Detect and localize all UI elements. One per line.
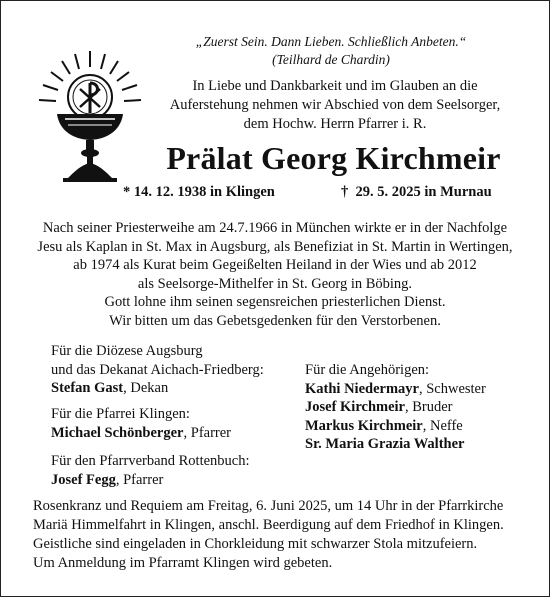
relative-name: Kathi Niedermayr — [305, 380, 419, 397]
relative-name: Markus Kirchmeir — [305, 417, 423, 434]
mourner-group-label: Für den Pfarrverband Rottenbuch: — [51, 453, 250, 469]
relative-role: , Neffe — [422, 417, 463, 434]
mourner-role: , Pfarrer — [183, 424, 232, 441]
quote-author: (Teilhard de Chardin) — [272, 52, 390, 67]
mourner-role: , Pfarrer — [115, 471, 164, 488]
relative-name: Josef Kirchmeir — [305, 399, 405, 415]
mourner-group-label: Für die Pfarrei Klingen: — [51, 406, 190, 422]
mourner-name: Stefan Gast — [51, 380, 124, 396]
bio-line: Nach seiner Priesterweihe am 24.7.1966 in München wirkte er in der Nachfolge — [42, 220, 508, 236]
footer-line: Geistliche sind eingeladen in Chorkleidung mit schwarzer Stola mitzufeiern. — [33, 536, 478, 552]
intro-text — [151, 77, 519, 134]
intro-line: dem Hochw. Herrn Pfarrer i. R. — [243, 116, 427, 132]
death-date-text: 29. 5. 2025 in Murnau — [355, 184, 492, 200]
biography — [19, 219, 531, 330]
footer-line: Rosenkranz und Requiem am Freitag, 6. Juni 2025, um 14 Uhr in der Pfarrkirche — [33, 498, 504, 514]
bio-line: Wir bitten um das Gebetsgedenken für den Verstorbenen. — [109, 312, 441, 329]
birth-date: * 14. 12. 1938 in Klingen — [123, 184, 275, 200]
footer-line: Um Anmeldung im Pfarramt Klingen wird gebeten. — [33, 555, 333, 571]
mourner-parish — [51, 405, 231, 442]
intro-line: In Liebe und Dankbarkeit und im Glauben an die — [192, 78, 478, 94]
quote-text: „Zuerst Sein. Dann Lieben. Schließlich Anbeten.“ — [195, 34, 467, 49]
bio-line: ab 1974 als Kurat beim Gegeißelten Heiland in der Wies und ab 2012 — [73, 257, 477, 273]
quote — [161, 33, 501, 69]
bio-line: Jesu als Kaplan in St. Max in Augsburg, als Benefiziat in St. Martin in Wertingen, — [37, 238, 513, 255]
deceased-name: Prälat Georg Kirchmeir — [166, 140, 501, 176]
mourner-group-label: Für die Angehörigen: — [305, 362, 430, 378]
mourner-group-label: Für die Diözese Augsburg — [51, 343, 203, 359]
relative-role: , Schwester — [418, 380, 486, 397]
relative-name: Sr. Maria Grazia Walther — [305, 436, 465, 452]
mourner-parish-association — [51, 452, 250, 489]
bio-line: als Seelsorge-Mithelfer in St. Georg in Böbing. — [137, 275, 413, 292]
mourner-relatives — [305, 361, 486, 454]
footer-line: Mariä Himmelfahrt in Klingen, anschl. Beerdigung auf dem Friedhof in Klingen. — [33, 517, 504, 533]
relative-role: , Bruder — [405, 399, 453, 415]
mourner-diocese — [51, 342, 264, 398]
death-date — [341, 184, 492, 201]
mourner-name: Michael Schönberger — [51, 424, 184, 441]
bio-line: Gott lohne ihm seinen segensreichen priesterlichen Dienst. — [104, 294, 446, 310]
funeral-details — [33, 497, 504, 573]
intro-line: Auferstehung nehmen wir Abschied von dem Seelsorger, — [169, 97, 501, 113]
cross-icon: † — [341, 184, 349, 200]
mourner-group-label: und das Dekanat Aichach-Friedberg: — [51, 361, 264, 378]
mourner-name: Josef Fegg — [51, 471, 116, 488]
mourner-role: , Dekan — [123, 380, 169, 396]
